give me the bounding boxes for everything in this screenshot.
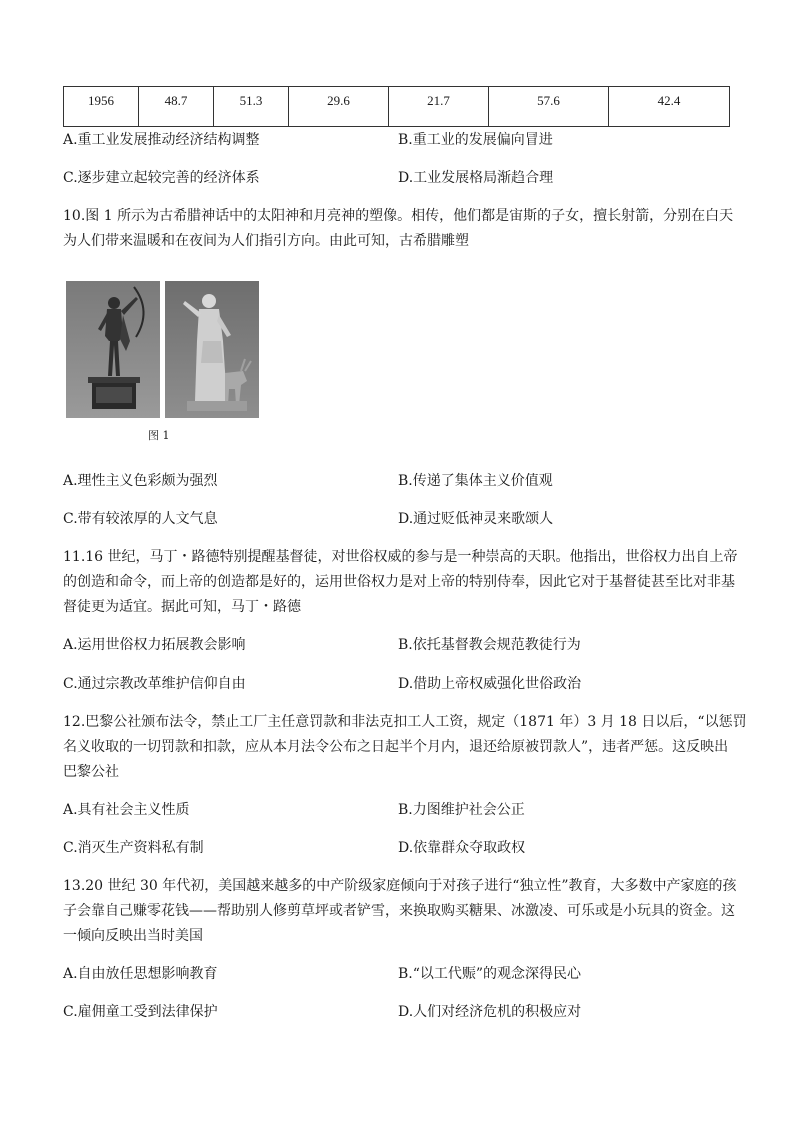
q10-stem-line: 10.图 1 所示为古希腊神话中的太阳神和月亮神的塑像。相传，他们都是宙斯的子女，擅长射箭，分别在白天 [63, 208, 734, 224]
q9-option-c: C.逐步建立起较完善的经济体系 [63, 170, 260, 186]
q10-option-c: C.带有较浓厚的人文气息 [63, 511, 218, 527]
q13-option-d: D.人们对经济危机的积极应对 [398, 1004, 582, 1020]
q12-option-b: B.力图维护社会公正 [398, 802, 525, 818]
q13-option-a: A.自由放任思想影响教育 [63, 966, 218, 982]
q12-option-a: A.具有社会主义性质 [63, 802, 190, 818]
q11-option-b: B.依托基督教会规范教徒行为 [398, 637, 581, 653]
table-cell-year: 1956 [64, 87, 139, 127]
q13-stem-line: 一倾向反映出当时美国 [63, 928, 203, 944]
q13-stem-line: 13.20 世纪 30 年代初，美国越来越多的中产阶级家庭倾向于对孩子进行“独立性”教育，大多数中产家庭的孩 [63, 878, 737, 894]
q11-option-a: A.运用世俗权力拓展教会影响 [63, 637, 246, 653]
q10-option-b: B.传递了集体主义价值观 [398, 473, 553, 489]
table-cell: 57.6 [489, 87, 609, 127]
q13-option-c: C.雇佣童工受到法律保护 [63, 1004, 218, 1020]
q12-stem-line: 名义收取的一切罚款和扣款，应从本月法令公布之日起半个月内，退还给原被罚款人”，违者严惩。这反映出 [63, 739, 729, 755]
table-cell: 48.7 [139, 87, 214, 127]
q10-option-d: D.通过贬低神灵来歌颂人 [398, 511, 554, 527]
data-table [63, 86, 730, 127]
q11-option-c: C.通过宗教改革维护信仰自由 [63, 676, 246, 692]
q13-stem-line: 子会靠自己赚零花钱——帮助别人修剪草坪或者铲雪，来换取购买糖果、冰激凌、可乐或是小玩具的资金。这 [63, 903, 735, 919]
table-row [64, 87, 730, 127]
table-cell: 51.3 [214, 87, 289, 127]
q10-stem-line: 为人们带来温暖和在夜间为人们指引方向。由此可知，古希腊雕塑 [63, 233, 469, 249]
table-cell: 29.6 [289, 87, 389, 127]
q9-option-b: B.重工业的发展偏向冒进 [398, 132, 553, 148]
figure-caption: 图 1 [148, 429, 170, 442]
q10-option-a: A.理性主义色彩颇为强烈 [63, 473, 218, 489]
q11-option-d: D.借助上帝权威强化世俗政治 [398, 676, 582, 692]
q11-stem-line: 11.16 世纪，马丁・路德特别提醒基督徒，对世俗权威的参与是一种崇高的天职。他指出，世俗权力出自上帝 [63, 549, 738, 565]
q12-stem-line: 巴黎公社 [63, 764, 119, 780]
q12-option-d: D.依靠群众夺取政权 [398, 840, 526, 856]
q9-option-d: D.工业发展格局渐趋合理 [398, 170, 554, 186]
table-cell: 42.4 [609, 87, 730, 127]
q13-option-b: B.“以工代赈”的观念深得民心 [398, 966, 582, 982]
apollo-statue-photo [66, 281, 160, 418]
q12-stem-line: 12.巴黎公社颁布法令，禁止工厂主任意罚款和非法克扣工人工资，规定（1871 年）3 月 18 日以后，“以惩罚 [63, 714, 747, 730]
q12-option-c: C.消灭生产资料私有制 [63, 840, 204, 856]
artemis-statue-photo [165, 281, 259, 418]
q11-stem-line: 的创造和命令，而上帝的创造都是好的，运用世俗权力是对上帝的特别侍奉，因此它对于基督徒甚至比对非基 [63, 574, 735, 590]
q11-stem-line: 督徒更为适宜。据此可知，马丁・路德 [63, 599, 301, 615]
table-cell: 21.7 [389, 87, 489, 127]
q9-option-a: A.重工业发展推动经济结构调整 [63, 132, 260, 148]
